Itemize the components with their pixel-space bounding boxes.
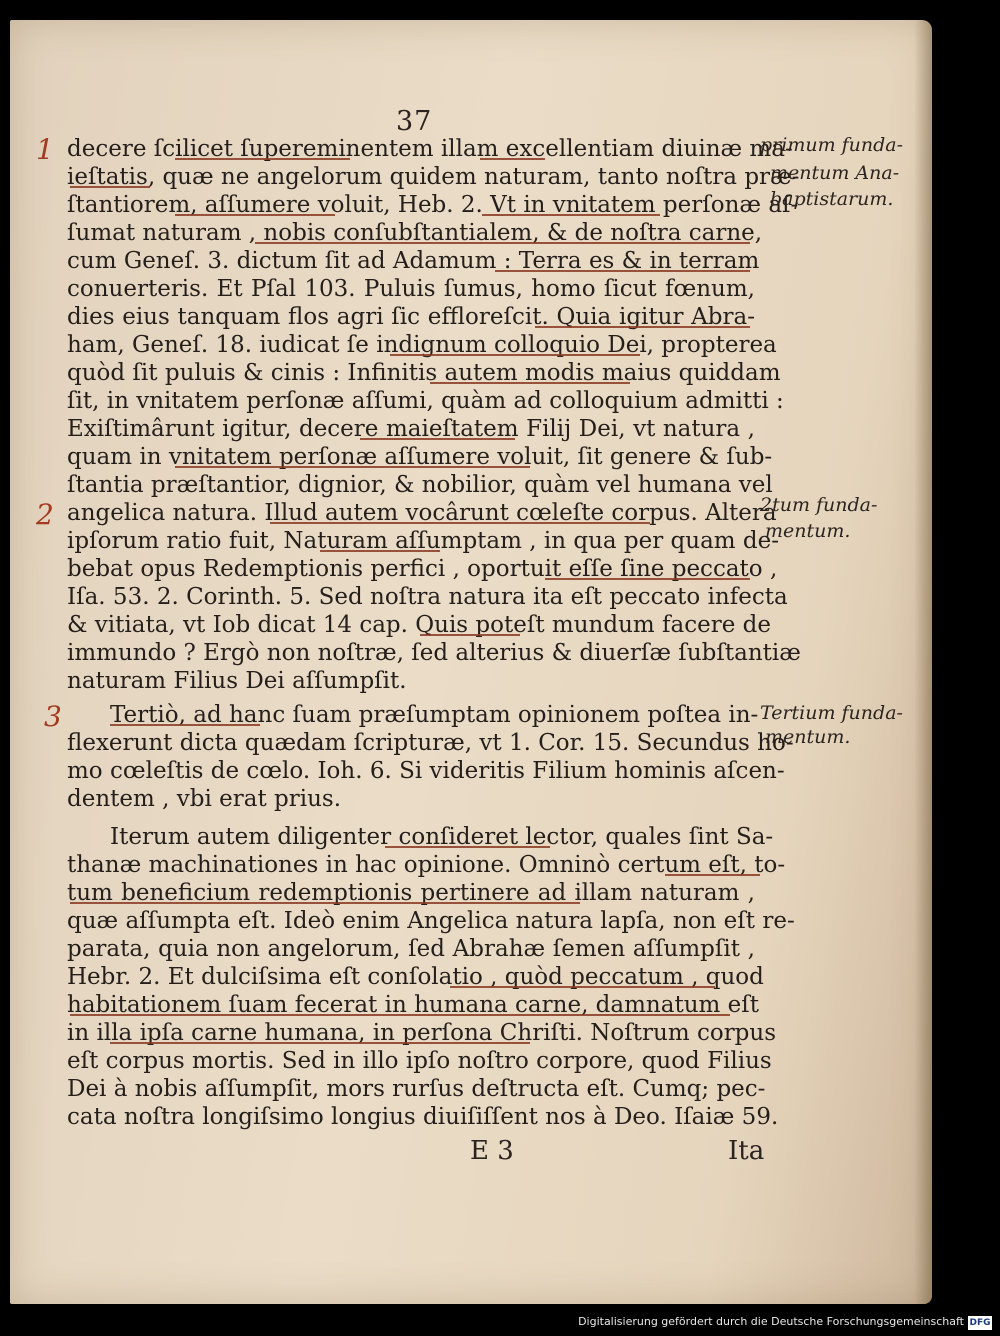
- ink-underline: [110, 1042, 530, 1044]
- text-line: ipſorum ratio fuit, Naturam aſſumptam , in qua per quam de-: [67, 528, 780, 554]
- ink-underline: [545, 578, 750, 580]
- margin-note: 2tum funda-: [760, 494, 878, 516]
- footer-bar: [0, 1306, 1000, 1336]
- ink-underline: [420, 634, 520, 636]
- page-number: 37: [396, 106, 433, 137]
- text-line: ſtantia præſtantior, dignior, & nobilior, quàm vel humana vel: [67, 472, 773, 498]
- text-line: dies eius tanquam flos agri ſic effloreſcit. Quia igitur Abra-: [67, 304, 755, 330]
- text-line: dentem , vbi erat prius.: [67, 786, 342, 812]
- text-line: cata noſtra longiſsimo longius diuiſiſſent nos à Deo. Iſaiæ 59.: [67, 1104, 779, 1130]
- text-line: Exiſtimârunt igitur, decere maieſtatem Filij Dei, vt natura ,: [67, 416, 755, 442]
- text-line: thanæ machinationes in hac opinione. Omninò certum eſt, to-: [67, 852, 786, 878]
- dfg-logo-icon: DFG: [969, 1318, 991, 1328]
- ink-underline: [495, 270, 750, 272]
- ink-underline: [175, 214, 335, 216]
- text-line: Dei à nobis aſſumpſit, mors rurſus deſtructa eſt. Cumq; pec-: [67, 1076, 766, 1102]
- text-line: naturam Filius Dei aſſumpſit.: [67, 668, 407, 694]
- margin-note: primum funda-: [760, 134, 904, 156]
- text-line: parata, quia non angelorum, ſed Abrahæ ſemen aſſumpſit ,: [67, 936, 755, 962]
- text-line: ieſtatis, quæ ne angelorum quidem naturam, tanto noſtra præ-: [67, 164, 800, 190]
- text-line: mo cœleſtis de cœlo. Ioh. 6. Si videritis Filium hominis aſcen-: [67, 758, 785, 784]
- text-line: quòd ſit puluis & cinis : Infinitis autem modis maius quiddam: [67, 360, 781, 386]
- ink-underline: [320, 550, 440, 552]
- ink-underline: [255, 242, 750, 244]
- margin-number-3: 3: [44, 700, 62, 733]
- digitization-credit: Digitalisierung gefördert durch die Deutsche Forschungsgemeinschaft: [578, 1315, 964, 1328]
- text-line: cum Geneſ. 3. dictum ſit ad Adamum : Terra es & in terram: [67, 248, 760, 274]
- catchword: Ita: [728, 1136, 765, 1166]
- ink-underline: [360, 438, 515, 440]
- text-line: quam in vnitatem perſonæ aſſumere voluit, ſit genere & ſub-: [67, 444, 773, 470]
- text-line: eſt corpus mortis. Sed in illo ipſo noſtro corpore, quod Filius: [67, 1048, 772, 1074]
- ink-underline: [175, 466, 530, 468]
- text-line: quæ aſſumpta eſt. Ideò enim Angelica natura lapſa, non eſt re-: [67, 908, 795, 934]
- ink-underline: [270, 522, 650, 524]
- ink-underline: [110, 724, 260, 726]
- ink-underline: [390, 354, 640, 356]
- ink-underline: [70, 902, 580, 904]
- text-line: bebat opus Redemptionis perfici , oportuit eſſe ſine peccato ,: [67, 556, 778, 582]
- ink-underline: [482, 214, 660, 216]
- page-edge-shadow: [914, 20, 932, 1304]
- margin-note: mentum Ana-: [770, 162, 900, 184]
- text-line: decere ſcilicet ſupereminentem illam excellentiam diuinæ ma-: [67, 136, 793, 162]
- text-line: & vitiata, vt Iob dicat 14 cap. Quis poteſt mundum facere de: [67, 612, 771, 638]
- text-line: habitationem ſuam fecerat in humana carne, damnatum eſt: [67, 992, 759, 1018]
- text-line: immundo ? Ergò non noſtræ, ſed alterius & diuerſæ ſubſtantiæ: [67, 640, 801, 666]
- margin-note: Tertium funda-: [760, 702, 903, 724]
- text-line: angelica natura. Illud autem vocârunt cœleſte corpus. Altera: [67, 500, 777, 526]
- ink-underline: [70, 1014, 730, 1016]
- margin-note: mentum.: [765, 726, 851, 748]
- margin-note: mentum.: [765, 520, 851, 542]
- ink-underline: [480, 158, 545, 160]
- signature-mark: E 3: [470, 1136, 514, 1166]
- text-line: ſumat naturam , nobis conſubſtantialem, & de noſtra carne,: [67, 220, 763, 246]
- text-line: tum beneficium redemptionis pertinere ad illam naturam ,: [67, 880, 755, 906]
- ink-underline: [535, 326, 750, 328]
- text-line: Iſa. 53. 2. Corinth. 5. Sed noſtra natura ita eſt peccato infecta: [67, 584, 788, 610]
- text-line: ham, Geneſ. 18. iudicat ſe indignum colloquio Dei, propterea: [67, 332, 777, 358]
- ink-underline: [450, 986, 715, 988]
- text-line: ſit, in vnitatem perſonæ aſſumi, quàm ad colloquium admitti :: [67, 388, 784, 414]
- margin-note: baptistarum.: [770, 188, 894, 210]
- text-line: Tertiò, ad hanc ſuam præſumptam opinionem poſtea in-: [110, 702, 759, 728]
- text-line: conuerteris. Et Pſal 103. Puluis ſumus, homo ſicut fœnum,: [67, 276, 755, 302]
- text-line: flexerunt dicta quædam ſcripturæ, vt 1. Cor. 15. Secundus ho-: [67, 730, 794, 756]
- margin-number-2: 2: [36, 498, 54, 531]
- ink-underline: [665, 874, 760, 876]
- text-line: Hebr. 2. Et dulciſsima eſt conſolatio , quòd peccatum , quod: [67, 964, 764, 990]
- ink-underline: [70, 186, 150, 188]
- book-page: [10, 20, 932, 1304]
- text-line: Iterum autem diligenter conſideret lector, quales ſint Sa-: [110, 824, 774, 850]
- ink-underline: [175, 158, 350, 160]
- ink-underline: [430, 382, 630, 384]
- ink-underline: [385, 846, 550, 848]
- text-line: ſtantiorem, aſſumere voluit, Heb. 2. Vt in vnitatem perſonæ aſ-: [67, 192, 799, 218]
- margin-number-1: 1: [36, 133, 54, 166]
- text-line: in illa ipſa carne humana, in perſona Chriſti. Noſtrum corpus: [67, 1020, 777, 1046]
